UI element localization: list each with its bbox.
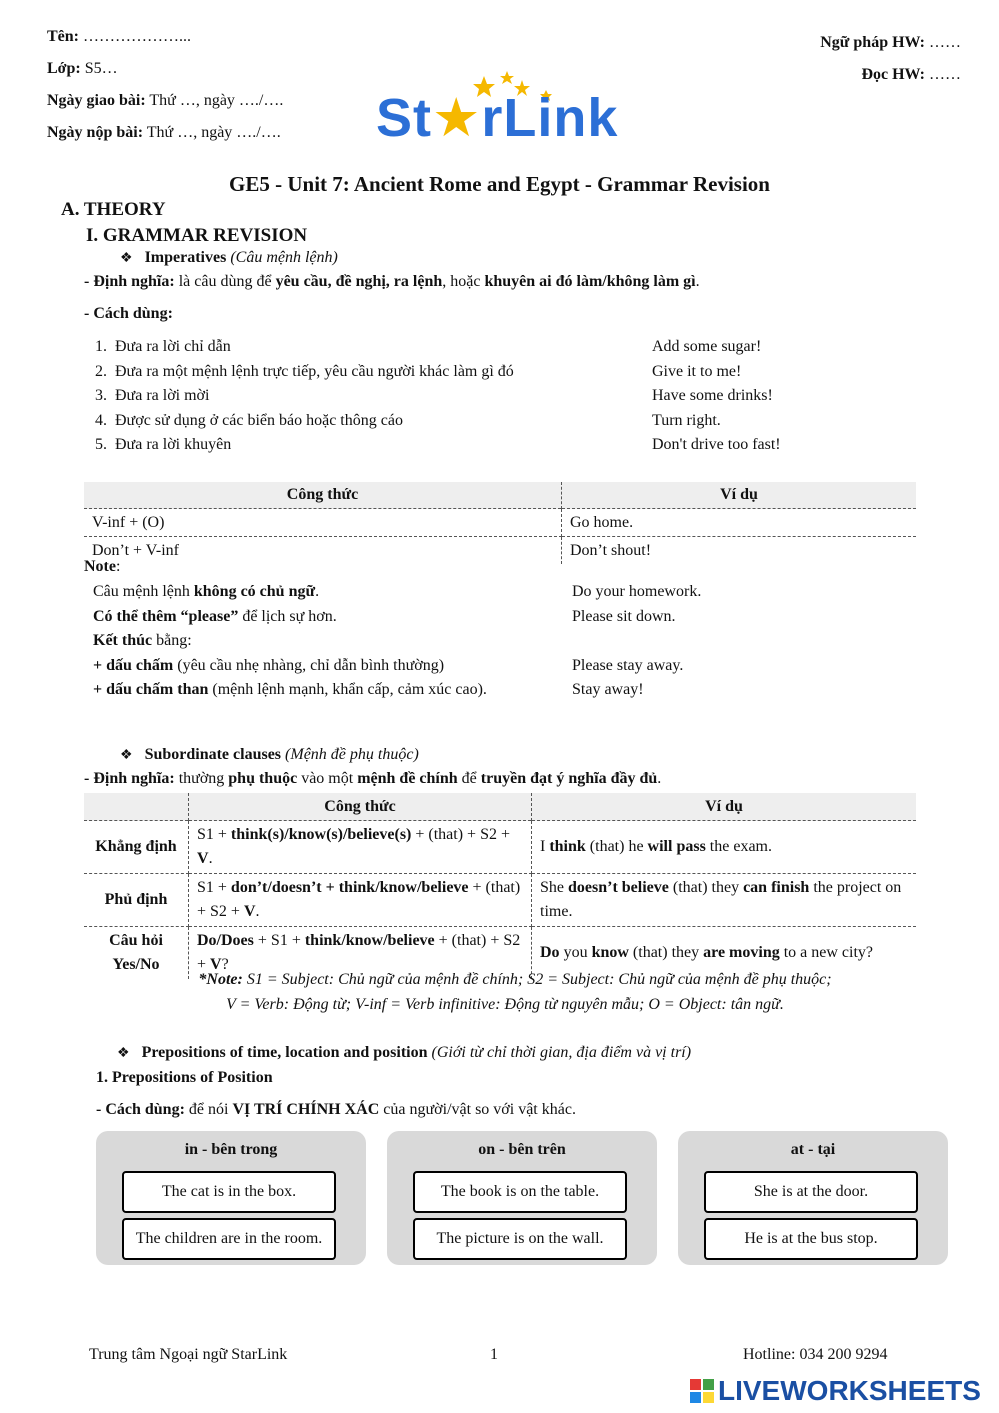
list-text: Được sử dụng ở các biển báo hoặc thông cáo: [115, 411, 403, 429]
homework-info: [820, 33, 961, 97]
liveworksheets-logo-icon: [690, 1379, 714, 1403]
example-card: The cat is in the box.: [122, 1171, 336, 1213]
submit-date-value: Thứ …, ngày …./….: [143, 124, 281, 141]
example-part: She: [540, 879, 568, 896]
row-type-line: Câu hỏi: [109, 932, 163, 949]
list-item: [95, 335, 855, 360]
box-title: at - tại: [790, 1141, 836, 1158]
row-type: Khẳng định: [84, 821, 189, 874]
diamond-bullet-icon: ❖: [120, 251, 133, 266]
example-part: think: [549, 838, 586, 855]
note-text: bằng:: [152, 632, 192, 649]
example-part: (that) they: [668, 879, 744, 896]
logo-star-icon: ★: [432, 88, 482, 148]
usage-part: để nói: [184, 1101, 233, 1118]
box-title: on - bên trên: [478, 1141, 566, 1158]
formula-part: Do/Does: [197, 932, 254, 949]
prepositions-heading: [117, 1044, 691, 1062]
formula-part: S1 +: [197, 879, 231, 896]
formula-part: V: [243, 903, 256, 920]
abbrev-note-label: *Note:: [198, 971, 243, 988]
example-card: She is at the door.: [704, 1171, 918, 1213]
list-num: 2.: [95, 362, 107, 380]
note-example: Do your homework.: [572, 583, 702, 600]
example-card: The children are in the room.: [122, 1218, 336, 1260]
list-item: [95, 384, 855, 409]
list-item: [95, 433, 855, 458]
usage-part: VỊ TRÍ CHÍNH XÁC: [232, 1101, 380, 1118]
list-text: Đưa ra lời khuyên: [115, 436, 232, 453]
def-part: .: [657, 770, 662, 787]
diamond-bullet-icon: ❖: [117, 1046, 130, 1061]
prepositions-title-vi: (Giới từ chỉ thời gian, địa điểm và vị trí): [431, 1044, 692, 1061]
formula-part: don’t/doesn’t + think/know/believe: [230, 879, 469, 896]
reading-hw-value: ……: [925, 66, 961, 83]
table-header: Ví dụ: [532, 793, 917, 821]
name-label: Tên:: [47, 28, 79, 45]
position-subheading: 1. Prepositions of Position: [96, 1069, 273, 1086]
assign-date-value: Thứ …, ngày …./….: [145, 92, 284, 109]
list-text: Đưa ra một mệnh lệnh trực tiếp, yêu cầu người khác làm gì đó: [115, 362, 514, 380]
formula-part: + (that) + S2 +: [197, 932, 521, 973]
note-heading: [84, 558, 120, 576]
table-cell: Go home.: [562, 509, 917, 537]
example-card: The book is on the table.: [413, 1171, 627, 1213]
example-part: will pass: [647, 838, 706, 855]
def-part: mệnh đề chính: [357, 770, 458, 787]
page-title: GE5 - Unit 7: Ancient Rome and Egypt - Grammar Revision: [229, 172, 770, 196]
logo-text-start: St: [376, 88, 432, 148]
table-header: Công thức: [189, 793, 532, 821]
abbreviation-note-2: V = Verb: Động từ; V-inf = Verb infinitive: Động từ nguyên mẫu; O = Object: tân ngữ.: [226, 996, 784, 1013]
note-item: [93, 580, 793, 605]
watermark-text: LIVEWORKSHEETS: [718, 1375, 981, 1406]
table-cell: V-inf + (O): [84, 509, 562, 537]
note-text: + dấu chấm: [93, 656, 174, 674]
formula-part: ?: [221, 956, 229, 973]
example-cell: [532, 874, 917, 927]
note-text: .: [315, 583, 320, 600]
note-text: Câu mệnh lệnh: [93, 583, 194, 600]
footer-hotline: Hotline: 034 200 9294: [743, 1346, 888, 1363]
position-usage: [96, 1101, 576, 1119]
def-part: yêu cầu, đề nghị, ra lệnh: [275, 273, 443, 290]
usage-label: - Cách dùng:: [84, 305, 173, 322]
example-part: you: [559, 944, 592, 961]
row-type: Phủ định: [84, 874, 189, 927]
example-part: to a new city?: [779, 944, 874, 961]
preposition-in-box: [96, 1131, 366, 1265]
def-part: khuyên ai đó làm/không làm gì: [484, 273, 696, 290]
list-example: Add some sugar!: [652, 338, 762, 355]
table-row: [84, 537, 916, 565]
list-text: Đưa ra lời chỉ dẫn: [115, 338, 231, 355]
def-label: - Định nghĩa:: [84, 273, 175, 290]
preposition-on-box: [387, 1131, 657, 1265]
list-num: 4.: [95, 411, 107, 429]
example-part: the exam.: [705, 838, 772, 855]
list-item: [95, 409, 855, 434]
table-header: Ví dụ: [562, 482, 917, 509]
section-a-heading: A. THEORY: [61, 199, 166, 220]
note-text: để lịch sự hơn.: [238, 607, 337, 625]
formula-part: .: [255, 903, 260, 920]
student-info: [47, 27, 283, 155]
formula-part: .: [208, 850, 213, 867]
footer-center-name: Trung tâm Ngoại ngữ StarLink: [89, 1346, 288, 1363]
note-item: [93, 678, 793, 703]
formula-part: think(s)/know(s)/believe(s): [230, 826, 412, 843]
subordinate-formula-table: [84, 793, 916, 979]
imperatives-heading: [120, 249, 338, 267]
list-item: [95, 360, 855, 385]
note-label: Note: [84, 558, 116, 575]
section-i-heading: I. GRAMMAR REVISION: [86, 225, 308, 246]
note-example: Stay away!: [572, 681, 644, 698]
note-colon: :: [115, 558, 121, 575]
abbreviation-note-1: [0, 971, 999, 989]
formula-cell: [189, 821, 532, 874]
liveworksheets-watermark: [690, 1375, 981, 1407]
diamond-bullet-icon: ❖: [120, 748, 133, 763]
grammar-hw-value: ……: [925, 34, 961, 51]
note-item: [93, 654, 793, 679]
def-label: - Định nghĩa:: [84, 770, 175, 787]
def-part: , hoặc: [442, 273, 485, 290]
page-number: 1: [490, 1346, 498, 1363]
list-example: Give it to me!: [652, 362, 742, 380]
name-value: ………………...: [79, 28, 191, 45]
subordinate-title-vi: (Mệnh đề phụ thuộc): [285, 746, 419, 763]
formula-part: + (that) + S2 +: [197, 879, 521, 920]
example-part: (that) they: [628, 944, 704, 961]
list-example: Don't drive too fast!: [652, 436, 781, 453]
note-item: [93, 605, 793, 630]
list-num: 1.: [95, 338, 107, 355]
table-row: [84, 509, 916, 537]
box-title: in - bên trong: [184, 1141, 278, 1158]
list-example: Have some drinks!: [652, 387, 773, 404]
example-part: the project on time.: [540, 879, 902, 920]
example-card: He is at the bus stop.: [704, 1218, 918, 1260]
reading-hw-label: Đọc HW:: [861, 66, 925, 83]
def-part: .: [695, 273, 700, 290]
def-part: phụ thuộc: [228, 770, 298, 787]
submit-date-label: Ngày nộp bài:: [47, 124, 144, 141]
example-cell: [532, 821, 917, 874]
example-part: doesn’t believe: [568, 879, 669, 896]
imperatives-formula-table: [84, 482, 916, 564]
formula-cell: [189, 874, 532, 927]
note-text: (mệnh lệnh mạnh, khẩn cấp, cảm xúc cao).: [208, 681, 487, 698]
note-text: không có chủ ngữ: [193, 583, 316, 600]
usage-part: của người/vật so với vật khác.: [379, 1101, 576, 1118]
row-type-line: Yes/No: [112, 956, 160, 973]
note-text: Kết thúc: [93, 632, 153, 649]
list-example: Turn right.: [652, 411, 721, 429]
table-row: [84, 821, 916, 874]
grammar-hw-label: Ngữ pháp HW:: [820, 34, 925, 51]
list-num: 5.: [95, 436, 107, 453]
note-example: Please sit down.: [572, 607, 676, 625]
def-part: để: [457, 770, 481, 787]
example-part: (that) he: [585, 838, 648, 855]
preposition-at-box: [678, 1131, 948, 1265]
subordinate-heading: [120, 746, 419, 764]
logo-text-end: rLink: [481, 88, 619, 148]
note-example: Please stay away.: [572, 656, 684, 674]
example-part: Do: [540, 944, 560, 961]
example-part: are moving: [703, 944, 780, 961]
list-text: Đưa ra lời mời: [115, 387, 210, 404]
example-part: can finish: [743, 879, 810, 896]
note-item: [93, 629, 793, 654]
table-row: [84, 874, 916, 927]
formula-part: + (that) + S2 +: [411, 826, 510, 843]
subordinate-title: Subordinate clauses: [144, 746, 282, 763]
def-part: là câu dùng để: [174, 273, 276, 290]
imperatives-definition: [84, 273, 700, 291]
formula-part: + S1 +: [253, 932, 305, 949]
prepositions-title: Prepositions of time, location and position: [141, 1044, 428, 1061]
note-text: (yêu cầu nhẹ nhàng, chỉ dẫn bình thường): [173, 656, 445, 674]
class-label: Lớp:: [47, 60, 81, 77]
note-text: Có thể thêm “please”: [93, 607, 239, 625]
imperatives-title-vi: (Câu mệnh lệnh): [230, 249, 338, 266]
note-text: + dấu chấm than: [93, 681, 209, 698]
def-part: vào một: [297, 770, 358, 787]
note-list: [93, 580, 793, 703]
usage-label: - Cách dùng:: [96, 1101, 185, 1118]
formula-part: V: [210, 956, 222, 973]
table-header: Công thức: [84, 482, 562, 509]
starlink-logo: [376, 70, 626, 150]
example-card: The picture is on the wall.: [413, 1218, 627, 1260]
subordinate-definition: [84, 770, 661, 788]
formula-part: V: [197, 850, 209, 867]
usage-list: [95, 335, 855, 458]
abbrev-note-text: S1 = Subject: Chủ ngữ của mệnh đề chính; S2 = Subject: Chủ ngữ của mệnh đề phụ thuộc;: [242, 971, 832, 988]
imperatives-title: Imperatives: [144, 249, 227, 266]
table-cell: Don’t + V-inf: [84, 537, 562, 565]
example-part: know: [591, 944, 629, 961]
table-header: [84, 793, 189, 821]
formula-part: think/know/believe: [304, 932, 435, 949]
assign-date-label: Ngày giao bài:: [47, 92, 146, 109]
table-cell: Don’t shout!: [570, 541, 652, 559]
list-num: 3.: [95, 387, 107, 404]
class-value: S5…: [80, 60, 118, 77]
def-part: thường: [174, 770, 229, 787]
def-part: truyền đạt ý nghĩa đầy đủ: [480, 770, 658, 787]
formula-part: S1 +: [197, 826, 231, 843]
example-part: I: [540, 838, 550, 855]
